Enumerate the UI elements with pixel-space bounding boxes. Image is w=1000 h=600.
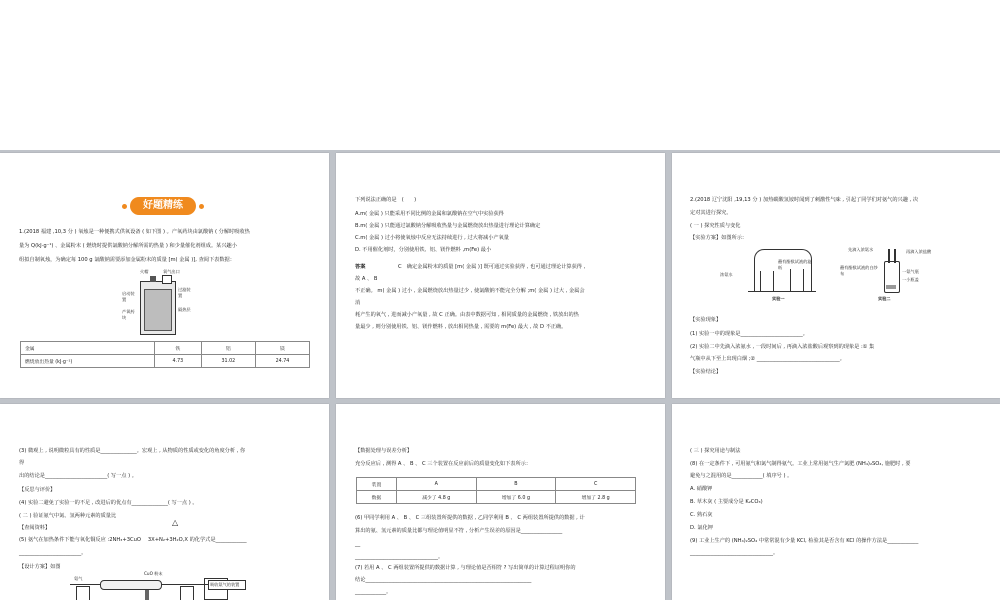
table-header: 铝	[201, 342, 255, 355]
question-line: (8) 在一定条件下 , 可用氨气和氮气制得氨气。工业上常用氨气生产氮肥 (NH₄)₂SO₄, 施肥时 , 要	[690, 461, 911, 467]
experiment-figure	[712, 245, 962, 307]
label-oxygen-block: 产氧药块	[122, 309, 135, 320]
option-c: C.m( 金属 ) 过小将使氧烛中反应无法持续进行 , 过大将减小产氧量	[355, 235, 509, 241]
question-line: 充分反应后 , 测得 A 、 B 、 C 三个装置在反应前后的质量变化如下表所示：	[355, 461, 532, 467]
label-insulation: 隔热层	[178, 307, 191, 312]
question-line: (6) 甲同学利用 A 、 B 、 C 三组装置所提供的数据 , 乙同学利用 B 、 C 两组装置所提供的数据 , 计	[355, 515, 585, 521]
label-ammonia-gas: 氨气	[74, 576, 83, 581]
explanation-line: 耗产生的氧气 , 进而减小产氧量 , 故 C 正确。由表中数据可知 , 相同质量的金属燃烧 , 铁放出的热	[355, 312, 579, 318]
explanation-line: 消	[355, 300, 361, 306]
label-start-device: 启动装置	[122, 291, 135, 302]
label-experiment-1: 实验一	[772, 296, 785, 301]
section-heading: 【实验现象】	[690, 317, 722, 323]
table-header: 装置	[357, 478, 397, 491]
heat-symbol: △	[172, 518, 179, 527]
question-line: 量为 Q(kJ·g⁻¹) 、金属粉末 ( 燃烧时提供氯酸钠分解所需的热量 ) 和少量催化剂组成。某兴趣小	[19, 243, 237, 249]
question-line: (3) 微观上 , 说明微粒具有的性质是______________。宏观上 , 从物质的性质或变化的角度分析 , 你	[19, 448, 246, 454]
oxygen-candle-figure	[120, 269, 200, 339]
page-thumbnail-4[interactable]	[0, 404, 329, 600]
apparatus-figure	[60, 568, 240, 600]
question-line: 出的结论是________________________( 写一点 ) 。	[19, 473, 137, 479]
question-line: 得	[19, 460, 25, 466]
option-b: B.m( 金属 ) 只能通过氯酸钠分解吸收热量与金属燃烧放出热量进行理论计算确定	[355, 223, 541, 229]
label-fire-cap: 火帽	[140, 269, 149, 274]
page-thumbnail-1[interactable]	[0, 153, 329, 398]
question-line: 2.(2018 辽宁沈阳 ,19,13 分 ) 加热碳酸氢铵时闻到了刺激性气味 , 引起了同学们对氨气的兴趣 , 决	[690, 197, 919, 203]
section-heading: ( 二 ) 验证氨气中氮、氢两种元素的质量比	[19, 513, 117, 519]
question-line: 组拟自制氧烛，为确定每 100 g 氯酸钠需要添加金属粉末的质量 [m( 金属 )], 查阅下表数据：	[19, 257, 235, 263]
label-absorb-device: 吸收氨气的装置	[208, 580, 246, 590]
answer-label: 答案	[355, 264, 366, 270]
table-cell: 4.73	[154, 355, 201, 368]
question-line: 1.(2018 福建 ,10,3 分 ) 氧烛是一种便携式供氧设备 ( 如下图 ) 。产氧药块由氯酸钠 ( 分解时吸收热	[19, 229, 250, 235]
question-line: 结论________________________________________________________________	[355, 577, 532, 583]
section-heading: 【数据处理与误差分析】	[355, 448, 413, 454]
table-cell: 增加了 6.0 g	[476, 491, 556, 504]
section-heading: ( 一 ) 探究性质与变化	[690, 223, 741, 229]
option-a: A.m( 金属 ) 只能采用不同比例的金属和氯酸钠在空气中实验获得	[355, 211, 504, 217]
question-line: 气瓶中从下至上出现白烟 ;② ________________________________。	[690, 356, 845, 362]
answer-text: C 确定金属粉末的质量 [m( 金属 )] 既可通过实验获得 , 也可通过理论计算获得 ,	[398, 264, 586, 270]
option-b: B. 草木灰 ( 主要成分是 K₂CO₃)	[690, 499, 763, 505]
explanation-line: 量最少 , 则分别使用铁、铝、镁作燃料 , 放出相同热量 , 需要的 m(Fe) 最大 , 故 D 不正确。	[355, 324, 567, 330]
question-line: (4) 实验二避免了实验一的不足 , 改进后的优点有______________( 写一点 ) 。	[19, 500, 198, 506]
page-thumbnail-2[interactable]	[336, 153, 665, 398]
label-small-cap: 一小瓶盖	[902, 277, 919, 282]
question-line: 避免与之混用的是____________( 填序号 ) 。	[690, 473, 793, 479]
question-line: ________________________________。	[355, 554, 444, 560]
question-line: (2) 实验二中先滴入浓氨水 , 一段时间后 , 再滴入浓盐酸后观察到的现象是 :① 集	[690, 344, 875, 350]
label-conc-ammonia: 浓氨水	[720, 272, 733, 277]
table-cell: 31.02	[201, 355, 255, 368]
blank-top-area	[0, 0, 1000, 150]
question-line: __	[355, 541, 361, 547]
label-oxygen-outlet: 氧气出口	[163, 269, 180, 274]
label-experiment-2: 实验二	[878, 296, 891, 301]
mass-change-table	[356, 477, 636, 504]
table-header: A	[396, 478, 476, 491]
label-add-ammonia-first: 先滴入浓氨水	[848, 247, 874, 252]
table-header: 镁	[255, 342, 309, 355]
section-heading: ( 三 ) 探究用途与制法	[690, 448, 741, 454]
table-cell: 燃烧放出热量 (kJ·g⁻¹)	[21, 355, 155, 368]
page-thumbnail-5[interactable]	[336, 404, 665, 600]
page-thumbnail-3[interactable]	[672, 153, 1000, 398]
label-filter: 过滤装置	[178, 287, 191, 298]
question-line: 下列说法正确的是 ( )	[355, 197, 417, 203]
question-line: (5) 氨气在加热条件下能与氧化铜反应 :2NH₃+3CuO 3X+N₂+3H₂O,X 的化学式是____________	[19, 537, 247, 543]
table-cell: 减少了 4.8 g	[396, 491, 476, 504]
label-add-hcl: 再滴入浓盐酸	[906, 249, 932, 254]
label-gas-bottle: 一氨气瓶	[902, 269, 919, 274]
page-thumbnail-6[interactable]	[672, 404, 1000, 600]
option-c: C. 熟石灰	[690, 512, 713, 518]
question-line: 定对其进行探究。	[690, 210, 732, 216]
question-line: ________________________。	[19, 550, 87, 556]
option-d: D. 不用催化剂时，分别使用铁、铝、镁作燃料 ,m(Fe) 最小	[355, 247, 492, 253]
section-heading: 【设计方案】如图	[19, 564, 61, 570]
label-gauze: 蘸有酚酞试液的白纱布	[840, 265, 878, 276]
table-header: B	[476, 478, 556, 491]
section-heading: 【实验结论】	[690, 369, 722, 375]
question-line: ________________________________。	[690, 550, 779, 556]
section-banner: 好题精练	[130, 197, 196, 215]
explanation-line: 故 A 、 B	[355, 276, 378, 282]
question-line: (7) 若用 A 、 C 两组装置所提供的数据计算 , 与理论值是否相符 ? 写出简单的计算过程证明你的	[355, 565, 576, 571]
table-header: 铁	[154, 342, 201, 355]
section-heading: 【查阅资料】	[19, 525, 51, 531]
explanation-line: 不正确。 m( 金属 ) 过小 , 金属燃烧放出热量过少 , 使氯酸钠不能完全分解 ;m( 金属 ) 过大 , 金属会	[355, 288, 585, 294]
label-cuo-powder: CuO 粉末	[144, 571, 163, 576]
question-line: ____________。	[355, 589, 392, 595]
question-line: (9) 工业上生产的 (NH₄)₂SO₄ 中常常混有少量 KCl, 检验其是否含有 KCl 的操作方法是____________	[690, 538, 919, 544]
label-phenolphthalein-paper: 蘸有酚酞试液的滤纸	[778, 259, 812, 270]
question-line: 算出的氨、氢元素的质量比都与理论值明显不符 , 分析产生误差的原因是________________	[355, 528, 563, 534]
option-d: D. 氯化钾	[690, 525, 713, 531]
table-header: 金属	[21, 342, 155, 355]
section-heading: 【实验方案】如图所示：	[690, 235, 748, 241]
option-a: A. 硝酸钾	[690, 486, 713, 492]
question-line: (1) 实验一中的现象是________________________。	[690, 331, 808, 337]
section-heading: 【反思与评价】	[19, 487, 56, 493]
table-cell: 24.74	[255, 355, 309, 368]
table-cell: 增加了 2.8 g	[556, 491, 636, 504]
metal-heat-table	[20, 341, 310, 368]
table-header: C	[556, 478, 636, 491]
table-cell: 数据	[357, 491, 397, 504]
